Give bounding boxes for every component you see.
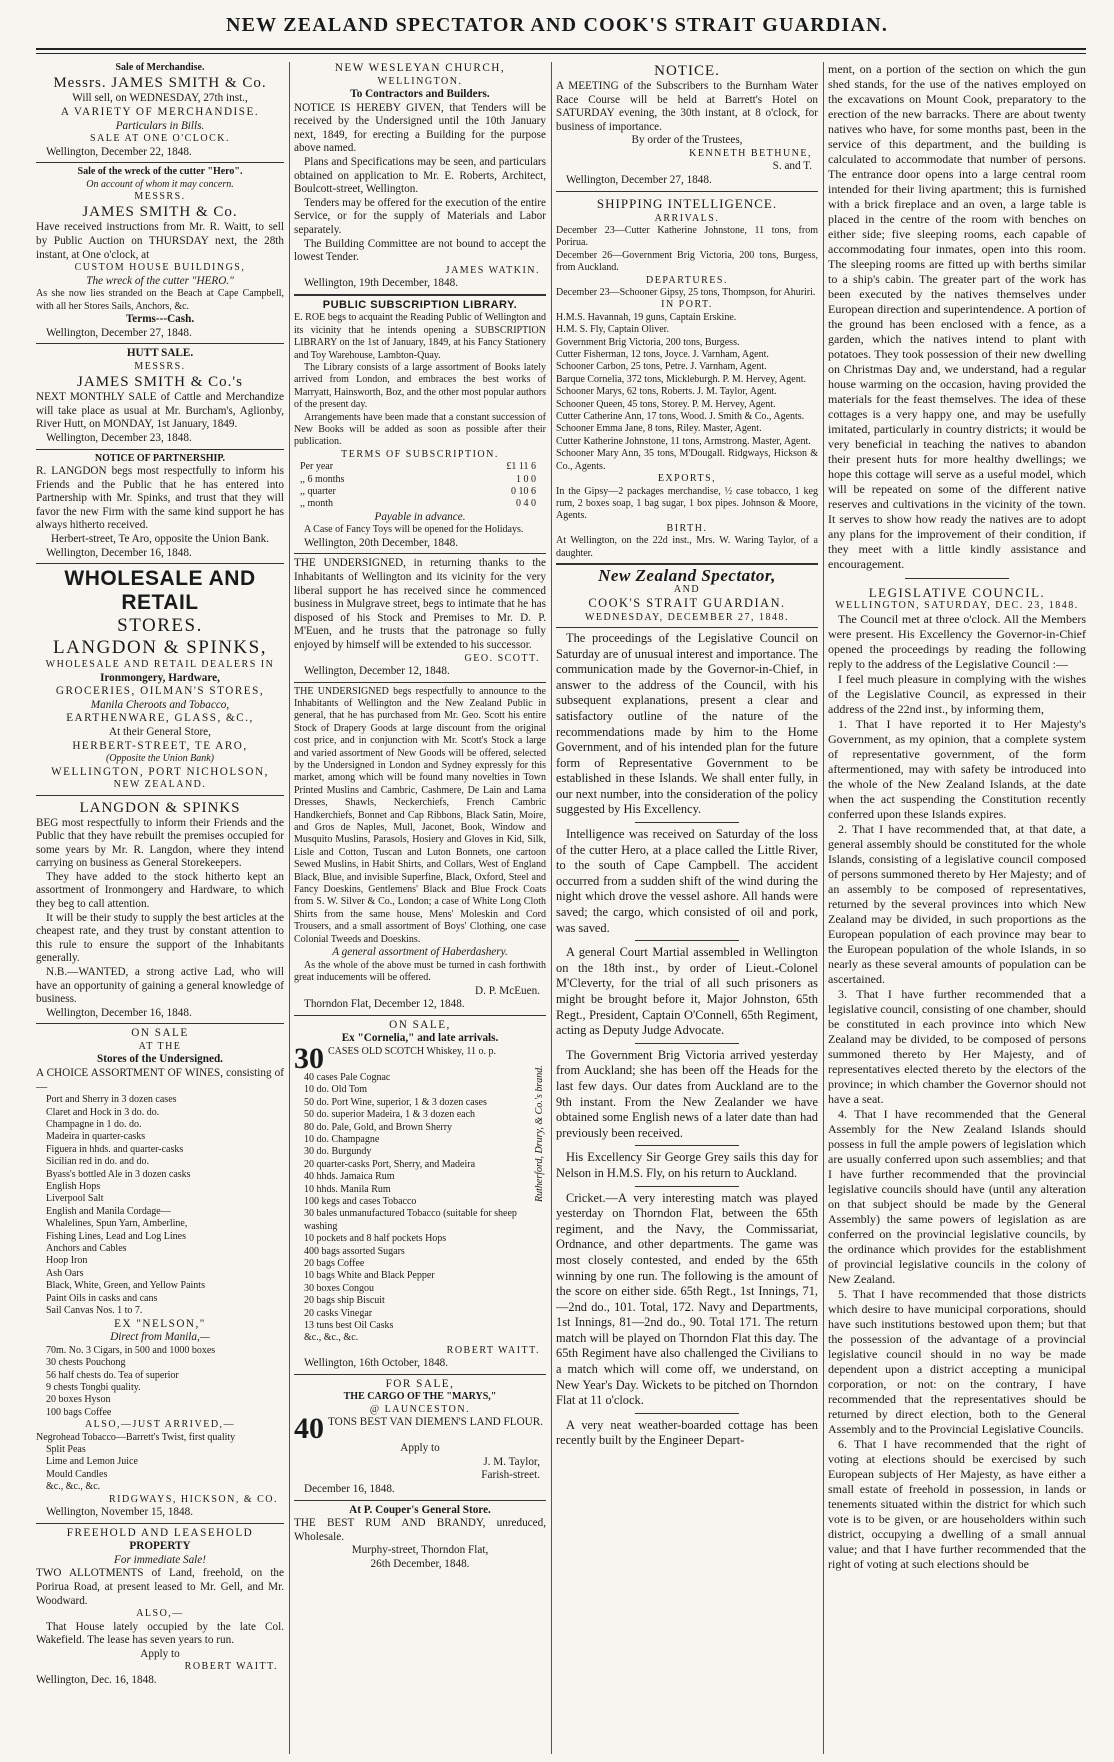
ad-body: It will be their study to supply the best articles at the cheapest rate, and they trust by constant attention to this rule to ensure the support of the Inhabitants generally.: [36, 911, 284, 965]
ad-line: Payable in advance.: [374, 510, 466, 523]
separator: [36, 1523, 284, 1524]
column-1: [36, 62, 284, 1754]
ad-on-sale-cornelia: [294, 1019, 546, 1371]
column-divider: [823, 62, 824, 1754]
council-paragraph: 3. That I have further recommended that a legislative council, consisting of one chamber, should be constituted in each province into which New Zealand may be divided, to be composed of persons summoned thereto by Her Majesty, and of representatives elected thereto by the electors of the province; in which chamber the Governor should not have a seat.: [828, 987, 1086, 1107]
ad-title: THE CARGO OF THE "MARYS,": [343, 1391, 497, 1403]
separator: [635, 1413, 740, 1414]
dateline: WELLINGTON, SATURDAY, DEC. 23, 1848.: [835, 600, 1079, 611]
subsection-title: EXPORTS,: [657, 473, 717, 485]
ad-line: Terms---Cash.: [125, 313, 195, 325]
list-item: 20 boxes Hyson: [46, 1394, 111, 1406]
column-4: [828, 62, 1086, 1754]
ad-date: Wellington, Dec. 16, 1848.: [36, 1673, 157, 1686]
separator: [36, 449, 284, 450]
ad-line: Murphy-street, Thorndon Flat,: [351, 1544, 489, 1557]
editorial-paragraph: The proceedings of the Legislative Council on Saturday are of unusual interest and importance. The communication made by the Governor-in-Chief, in answer to the address of the Council, with his subsequent explanations, present a clear and satisfactory outline of the nature of the recommendations made by him to the Home Government, and of his intended plan for the future form of Representative Government to be established in these Islands. We shall enter fully, in our next number, into the consideration of the policy suggested by His Excellency.: [556, 630, 818, 817]
separator: [36, 162, 284, 163]
ad-body: BEG most respectfully to inform their Friends and the Public that they have rebuilt the premises occupied for some years by Mr. R. Langdon, where they intend carrying on business as General Storekeepers.: [36, 816, 284, 870]
separator: [556, 627, 818, 628]
newspaper-subtitle: COOK'S STRAIT GUARDIAN.: [588, 595, 786, 610]
masthead-rule-thin: [36, 53, 1086, 54]
list-item: 100 kegs and cases Tobacco: [304, 1195, 417, 1207]
ad-on-sale-stores: [36, 1027, 284, 1519]
ad-line: Negrohead Tobacco—Barrett's Twist, first quality: [36, 1431, 236, 1443]
ad-title: ON SALE,: [389, 1018, 451, 1031]
ad-date: Wellington, December 27, 1848.: [566, 173, 712, 186]
ad-date: Wellington, 16th October, 1848.: [304, 1357, 449, 1370]
ad-signature: J. M. Taylor,: [483, 1455, 540, 1468]
list-item: 9 chests Tongbi quality.: [46, 1381, 141, 1393]
ad-body: TWO ALLOTMENTS of Land, freehold, on the Porirua Road, at present leased to Mr. Gell, and Mr. Woodward.: [36, 1567, 284, 1607]
shipping-entry: Cutter Catherine Ann, 17 tons, Wood. J. Smith & Co., Agents.: [556, 411, 805, 423]
terms-period: Per year: [300, 461, 334, 473]
ad-line: Manila Cheroots and Tobacco,: [90, 698, 230, 711]
list-item: Fishing Lines, Lead and Log Lines: [46, 1230, 186, 1242]
ad-line: Herbert-street, Te Aro, opposite the Union Bank.: [50, 532, 270, 545]
ad-scott-thanks: [294, 557, 546, 678]
separator: [635, 940, 740, 941]
ad-body: A CHOICE ASSORTMENT OF WINES, consisting of—: [36, 1067, 284, 1093]
ad-signature: KENNETH BETHUNE,: [689, 147, 812, 159]
separator: [905, 578, 1008, 579]
council-paragraph: 6. That I have recommended that the right of voting at elections should be exercised by such European subjects of Her Majesty, as have either a small estate of freehold in possession, in lands or tenements situated within the district for which such vote is to be given, or are householders within such district, occupying a dwelling of a small annual value; and that I have further recommended that the right of voting at such elections should be: [828, 1437, 1086, 1572]
ad-line: CASES OLD SCOTCH Whiskey, 11 o. p.: [328, 1045, 496, 1057]
list-item: Anchors and Cables: [46, 1243, 127, 1255]
ad-wesleyan-church: [294, 62, 546, 291]
list-item: &c., &c., &c.: [304, 1332, 359, 1344]
ad-body: Arrangements have been made that a constant succession of New Books will be added as soon as possible after their publication.: [294, 411, 546, 448]
editorial-paragraph: His Excellency Sir George Grey sails this day for Nelson in H.M.S. Fly, on his return to Auckland.: [556, 1150, 818, 1180]
ad-body: As the whole of the above must be turned in cash forthwith great inducements will be offered.: [294, 959, 546, 984]
shipping-entry: December 23—Schooner Gipsy, 25 tons, Thompson, for Ahuriri.: [556, 287, 816, 298]
list-item: 50 do. Port Wine, superior, 1 & 3 dozen cases: [304, 1096, 487, 1108]
ad-date: Wellington, December 27, 1848.: [46, 326, 192, 339]
ad-title: FOR SALE,: [385, 1377, 455, 1390]
separator: [294, 1015, 546, 1016]
ad-body: Have received instructions from Mr. R. Waitt, to sell by Public Auction on THURSDAY next, the 28th instant, at One o'clock, at: [36, 221, 284, 261]
list-item: English Hops: [46, 1181, 101, 1193]
ad-line: Apply to: [140, 1647, 180, 1660]
separator: [294, 1374, 546, 1375]
in-port-list: [556, 312, 818, 473]
also-list: [36, 1444, 284, 1494]
editorial-paragraph: A general Court Martial assembled in Wellington on the 18th inst., by order of Lieut.-Colonel M'Cleverty, for the trial of all such prisoners as might be brought before it, Major Johnston, 65th Regt., President, Captain O'Connell, 65th Regiment, acting as Deputy Judge Advocate.: [556, 945, 818, 1038]
ad-freehold: [36, 1527, 284, 1688]
ad-line: EX "NELSON,": [114, 1317, 206, 1330]
departures-list: [556, 287, 818, 299]
shipping-entry: Barque Cornelia, 372 tons, Mickleburgh. P. M. Hervey, Agent.: [556, 373, 806, 385]
ad-signature: D. P. McEuen.: [475, 984, 540, 997]
shipping-entry: Cutter Katherine Johnstone, 11 tons, Armstrong. Master, Agent.: [556, 435, 811, 447]
shipping-entry: H.M.S. Havannah, 19 guns, Captain Erskine.: [556, 311, 737, 323]
separator: [36, 795, 284, 796]
ad-body: E. ROE begs to acquaint the Reading Public of Wellington and its vicinity that he intends opening a SUBSCRIPTION LIBRARY on the 1st of January, 1849, at his Fancy Stationery and Toy Warehouse, Lambton-Quay.: [294, 312, 546, 361]
separator: [294, 553, 546, 554]
ad-line: WHOLESALE AND RETAIL DEALERS IN: [45, 659, 275, 671]
ad-body: They have added to the stock hitherto kept an assortment of Ironmongery and Hardware, to which they beg to call attention.: [36, 870, 284, 911]
masthead: NEW ZEALAND SPECTATOR AND COOK'S STRAIT GUARDIAN.: [225, 14, 889, 36]
list-item: 10 do. Champagne: [304, 1133, 380, 1145]
editorial-paragraph: ment, on a portion of the section on which the gun shed stands, for the use of the natives employed on the excavations on Mount Cook, preparatory to the erection of the new barracks. There are about twenty natives who have, for some months past, been in the service of this department, and the building is calculated to accommodate that number of persons. The entrance door opens into a large central room intended for their living apartment; this is furnished with a brick fireplace and an oven, a large table is placed in the centre of the room with benches on either side; five sleeping rooms, each capable of accommodating four inmates, open into this room. The sleeping rooms are fitted up with berths similar to a ship's cabin. The greater part of the work has been executed by the natives themselves under European direction and superintendence. A portion of the ground has been enclosed with a fence, as a garden, which the natives intend to plant with potatoes. They took possession of their new dwelling on Christmas Day and, we understand, had a regular house warming on the occasion, having provided the materials for the feast themselves. The idea of these cottages is a very happy one, and may be usefully imitated, particularly in country districts; it would be very beneficial in teaching the natives to abandon their present huts for more healthy dwellings; we hope this cottage will serve as a useful model, which will be repeated on some of the different native reserves and cultivations in the vicinity of the town. It serves to show how ready the natives are to adopt any plans for the improvement of their condition, if they meet with a little kindly assistance and encouragement.: [828, 62, 1086, 571]
list-item: 40 hhds. Jamaica Rum: [304, 1171, 395, 1183]
list-item: Madeira in quarter-casks: [46, 1131, 146, 1143]
ad-date: Wellington, December 16, 1848.: [46, 546, 192, 559]
ad-line: By order of the Trustees,: [631, 134, 743, 147]
spirits-list: [294, 1072, 526, 1345]
ad-date: Wellington, December 16, 1848.: [46, 1006, 192, 1019]
ad-title: STORES.: [117, 615, 203, 637]
list-item: 10 do. Old Tom: [304, 1084, 368, 1096]
terms-period: ,, quarter: [300, 486, 336, 497]
list-item: 20 quarter-casks Port, Sherry, and Madeira: [304, 1158, 476, 1170]
list-item: 20 bags ship Biscuit: [304, 1295, 385, 1307]
ad-partnership: [36, 453, 284, 561]
list-item: 30 chests Pouchong: [46, 1357, 126, 1369]
separator: [294, 682, 546, 683]
column-2: [294, 62, 546, 1754]
subsection-title: BIRTH.: [666, 522, 708, 534]
lead-number: 30: [294, 1041, 324, 1075]
ad-body: NEXT MONTHLY SALE of Cattle and Merchandize will take place as usual at Mr. Burcham's, Aglionby, River Hutt, on MONDAY, 1st January, 1849.: [36, 391, 284, 431]
terms-amount: £1 11 6: [506, 461, 536, 473]
ad-date: Wellington, November 15, 1848.: [46, 1505, 193, 1518]
editorial-paragraph: Cricket.—A very interesting match was played yesterday on Thorndon Flat, between the 65th regiment, and the Navy, the Commissariat, Ordnance, and other departments. The game was most closely contested, and ended by the 65th winning by one run. The following is the amount of the score on either side. 65th Regt., 1st Innings, 71,—2nd do., 101. Total, 172. Navy and Departments, 1st Innings, 81—2nd do., 90. Total 171. The return match will be played on Thorndon Flat this day. The 65th Regiment have also challenged the Civilians to a match which will come off, we understand, on New Year's Day. Wickets to be pitched on Thorndon Flat at 11 o'clock.: [556, 1190, 818, 1408]
list-item: 20 bags Coffee: [304, 1257, 365, 1269]
list-item: Port and Sherry in 3 dozen cases: [46, 1094, 177, 1106]
list-item: 40 cases Pale Cognac: [304, 1071, 391, 1083]
ad-line: HERBERT-STREET, TE ARO,: [72, 739, 248, 752]
separator: [635, 1043, 740, 1044]
ad-body: N.B.—WANTED, a strong active Lad, who will have an opportunity of gaining a general knowledge of business.: [36, 966, 284, 1006]
list-item: Split Peas: [46, 1443, 86, 1455]
ad-line: Apply to: [400, 1442, 440, 1455]
ad-kicker: HUTT SALE.: [126, 347, 194, 360]
ad-body: R. LANGDON begs most respectfully to inform his Friends and the Public that he has entered into Partnership with Mr. Spinks, and trust that they will favor the new Firm with the same kind support he has always hitherto received.: [36, 464, 284, 532]
ad-merchandise: [36, 62, 284, 159]
list-item: 20 casks Vinegar: [304, 1307, 373, 1319]
ad-title: ON SALE: [131, 1027, 189, 1040]
ad-line: GROCERIES, OILMAN'S STORES,: [55, 685, 265, 698]
ad-line: CUSTOM HOUSE BUILDINGS,: [74, 262, 246, 274]
separator: [36, 343, 284, 344]
shipping-entry: Schooner Emma Jane, 8 tons, Riley. Master, Agent.: [556, 423, 762, 435]
list-item: 10 hhds. Manila Rum: [304, 1183, 391, 1195]
terms-period: ,, 6 months: [300, 473, 345, 485]
council-paragraph: 1. That I have reported it to Her Majesty's Government, as my opinion, that a complete system of representative government, of the form aftermentioned, may with safety be introduced into the whole of the New Zealand Islands, at the date when the act suspending the Constitution recently conferred upon these Islands expires.: [828, 717, 1086, 822]
ad-line: A general assortment of Haberdashery.: [332, 946, 508, 959]
separator: [36, 1023, 284, 1024]
ad-signature: GEO. SCOTT.: [464, 652, 540, 664]
ad-title: JAMES SMITH & Co.'s: [77, 374, 243, 391]
ad-line: EARTHENWARE, GLASS, &C.,: [66, 712, 254, 725]
ad-title: WELLINGTON.: [377, 75, 463, 87]
shipping-entry: December 26—Government Brig Victoria, 200 tons, Burgess, from Auckland.: [556, 249, 818, 274]
list-item: 100 bags Coffee: [46, 1406, 112, 1418]
council-paragraph: 5. That I have recommended that those districts which desire to have municipal corporations, should have such institutions bestowed upon them; but that the possession of the advantage of a provincial legislative council should in no way be made dependent upon a district accepting a municipal corporation, or not: on the contrary, I have recommended that the representatives should be returned by direct election, both to the General Assembly and to the Provincial Legislative Councils.: [828, 1287, 1086, 1437]
subsection-title: IN PORT.: [661, 299, 713, 311]
ad-line: Direct from Manila,—: [110, 1331, 210, 1344]
ad-title: NEW WESLEYAN CHURCH,: [334, 62, 506, 74]
ad-signature: JAMES WATKIN.: [445, 264, 540, 276]
list-item: Sicilian red in do. and do.: [46, 1156, 150, 1168]
list-item: 80 do. Pale, Gold, and Brown Sherry: [304, 1121, 453, 1133]
ad-date: Wellington, December 22, 1848.: [46, 145, 192, 158]
exports-text: In the Gipsy—2 packages merchandise, ½ case tobacco, 1 keg rum, 2 boxes soap, 1 bag sugar, 1 box pipes. Johnson & Moore, Agents.: [556, 485, 818, 522]
ad-line: AND: [673, 583, 701, 595]
ad-title: Stores of the Undersigned.: [97, 1053, 223, 1066]
shipping-entry: H.M. S. Fly, Captain Oliver.: [556, 324, 669, 336]
list-item: 13 tuns best Oil Casks: [304, 1320, 394, 1331]
ad-line: @ LAUNCESTON.: [369, 1403, 471, 1415]
ad-firm: LANGDON & SPINKS,: [53, 637, 267, 659]
terms-table: [294, 461, 546, 511]
ad-line: WELLINGTON, PORT NICHOLSON,: [51, 765, 269, 778]
shipping-entry: Schooner Carbon, 25 tons, Petre. J. Varnham, Agent.: [556, 361, 767, 373]
shipping-entry: Government Brig Victoria, 200 tons, Burgess.: [556, 336, 740, 348]
terms-row: [294, 474, 546, 486]
list-item: 30 boxes Congou: [304, 1282, 374, 1294]
ad-title: PROPERTY: [129, 1540, 191, 1553]
separator: [294, 294, 546, 296]
ad-date: Thorndon Flat, December 12, 1848.: [304, 998, 465, 1011]
ad-body: Tenders may be offered for the execution of the entire Service, or for the supply of Materials and Labor separately.: [294, 196, 546, 236]
separator: [556, 563, 818, 565]
ad-line: AT THE: [138, 1041, 182, 1052]
ad-hutt-sale: [36, 347, 284, 445]
column-divider: [551, 62, 552, 1754]
ad-title: At P. Couper's General Store.: [349, 1503, 491, 1516]
list-item: Paint Oils in casks and cans: [46, 1292, 158, 1304]
shipping-entry: Cutter Fisherman, 12 tons, Joyce. J. Varnham, Agent.: [556, 349, 769, 361]
list-item: Sail Canvas Nos. 1 to 7.: [46, 1305, 143, 1317]
shipping-entry: Schooner Queen, 45 tons, Storey. P. M. Hervey, Agent.: [556, 398, 776, 410]
ad-signature: S. and T.: [772, 160, 812, 173]
ad-body: THE BEST RUM AND BRANDY, unreduced, Wholesale.: [294, 1517, 546, 1543]
notice-burnham: [556, 62, 818, 188]
ad-couper-store: [294, 1504, 546, 1572]
section-title: SHIPPING INTELLIGENCE.: [596, 195, 778, 211]
ad-langdon-spinks: [36, 799, 284, 1021]
ad-library: [294, 299, 546, 551]
terms-amount: 1 0 0: [516, 473, 536, 485]
ad-title: To Contractors and Builders.: [350, 88, 490, 100]
list-item: Liverpool Salt: [46, 1193, 104, 1205]
ad-body: A Case of Fancy Toys will be opened for the Holidays.: [304, 524, 524, 536]
ad-title: WHOLESALE AND RETAIL: [64, 567, 256, 615]
ad-title: JAMES SMITH & Co.: [82, 204, 238, 221]
list-item: Whalelines, Spun Yarn, Amberline,: [46, 1218, 188, 1230]
ad-date: Wellington, December 23, 1848.: [46, 431, 192, 444]
ad-date: Wellington, December 12, 1848.: [304, 664, 450, 677]
ad-kicker: Sale of the wreck of the cutter "Hero".: [77, 166, 243, 178]
terms-amount: 0 10 6: [511, 486, 536, 497]
ad-date: December 16, 1848.: [304, 1483, 395, 1495]
ad-line: (Opposite the Union Bank): [105, 753, 215, 765]
list-item: Champagne in 1 do. do.: [46, 1119, 142, 1130]
separator: [635, 1186, 740, 1187]
arrivals-list: [556, 225, 818, 275]
ad-line: On account of whom it may concern.: [86, 178, 234, 190]
ad-line: NEW ZEALAND.: [113, 779, 207, 791]
ad-line: SALE AT ONE O'CLOCK.: [90, 133, 230, 145]
ad-body: Plans and Specifications may be seen, and particulars obtained on application to Mr. E. Roberts, Architect, Boulcott-street, Wellington.: [294, 155, 546, 196]
dateline: WEDNESDAY, DECEMBER 27, 1848.: [584, 611, 790, 623]
editorial-paragraph: A very neat weather-boarded cottage has been recently built by the Engineer Depart-: [556, 1417, 818, 1448]
shipping-entry: Schooner Marys, 62 tons, Roberts. J. M. Taylor, Agent.: [556, 386, 777, 398]
ad-line: A VARIETY OF MERCHANDISE.: [60, 106, 260, 118]
ad-mceuen-drapery: [294, 686, 546, 1012]
council-paragraph: 2. That I have recommended that, at that date, a general assembly should be constituted for the whole Islands, consisting of a legislative council composed of persons summoned thereto by Her Majesty; and of an assembly to be composed of representatives, returned by the several provinces into which New Zealand may be divided, in such proportions as the European population of each province may bear to the European population of the whole Islands, in so nearly as these several amounts of population can be ascertained.: [828, 822, 1086, 987]
list-item: Mould Candles: [46, 1468, 108, 1480]
ad-body: The Library consists of a large assortment of Books lately arrived from London, and embraces the best works of Marryatt, Hainsworth, Boz, and the other most popular authors of the present day.: [294, 361, 546, 411]
list-item: Ash Oars: [46, 1267, 84, 1279]
ad-wholesale-stores: [36, 567, 284, 791]
separator: [36, 563, 284, 564]
editorial-paragraph: The Government Brig Victoria arrived yesterday from Auckland; she has been off the Heads for the last few days. Our dates from Auckland are to the 9th instant. From the New Zealander we have obtained some English news of a later date than had previously been received.: [556, 1047, 818, 1140]
list-item: Hoop Iron: [46, 1255, 88, 1267]
list-item: 30 do. Burgundy: [304, 1146, 372, 1158]
ad-signature: Farish-street.: [481, 1469, 540, 1482]
section-title: LEGISLATIVE COUNCIL.: [868, 585, 1046, 600]
ad-line: At their General Store,: [109, 725, 211, 738]
ad-line: TONS BEST VAN DIEMEN'S LAND FLOUR.: [328, 1416, 544, 1429]
list-item: Figuera in hhds. and quarter-casks: [46, 1143, 184, 1155]
ad-title: PUBLIC SUBSCRIPTION LIBRARY.: [322, 298, 518, 311]
brand-side-note: Rutherford, Drury, & Co.'s brand.: [533, 1065, 545, 1203]
ad-title: Ex "Cornelia," and late arrivals.: [341, 1032, 499, 1045]
ad-marys-cargo: [294, 1378, 546, 1497]
ad-line: Particulars in Bills.: [115, 119, 205, 132]
ad-line: ALSO,—: [136, 1608, 184, 1620]
wine-list: [36, 1094, 284, 1317]
ad-body: NOTICE IS HEREBY GIVEN, that Tenders will be received by the Undersigned until the 10th January next, 1849, for erecting a Building for the purpose above named.: [294, 101, 546, 155]
ad-signature: RIDGWAYS, HICKSON, & CO.: [109, 1493, 278, 1505]
editorial-paragraph: Intelligence was received on Saturday of the loss of the cutter Hero, at a place called the Little River, to the south of Cape Campbell. The accident occurred from a sudden shift of the wind during the night which drove the vessel ashore. All hands were saved; the cargo, which consisted of oil and pork, was saved.: [556, 827, 818, 935]
list-item: Claret and Hock in 3 do. do.: [46, 1106, 160, 1118]
ad-line: MESSRS.: [134, 360, 186, 372]
list-item: 50 do. superior Madeira, 1 & 3 dozen each: [304, 1109, 476, 1121]
masthead-rule: [36, 48, 1086, 50]
list-item: 70m. No. 3 Cigars, in 500 and 1000 boxes: [46, 1344, 216, 1356]
column-3: [556, 62, 818, 1754]
editorial: [556, 565, 818, 1449]
ad-line: TERMS OF SUBSCRIPTION.: [341, 448, 499, 460]
council-paragraph: I feel much pleasure in complying with the wishes of the Legislative Council, as expressed in their address of the 22nd inst., by informing them,: [828, 672, 1086, 717]
separator: [635, 1145, 740, 1146]
shipping-intelligence: [556, 195, 818, 560]
ad-line: Ironmongery, Hardware,: [100, 671, 220, 684]
ad-wreck-hero: [36, 166, 284, 340]
terms-amount: 0 4 0: [516, 498, 536, 510]
shipping-entry: December 23—Cutter Katherine Johnstone, 11 tons, from Porirua.: [556, 224, 818, 249]
council-paragraph: 4. That I have recommended that the General Assembly for the New Zealand Islands should possess in full the ample powers of legislation which are usually conferred upon such assemblies; and that I have further recommended that the provincial legislative councils should have (until any alteration on that subject should be made by the General Assembly) the same powers of legislation as are conferred on the provincial legislative councils, by the ordinance which provides for the establishment of provincial legislative councils in the colony of New Zealand.: [828, 1107, 1086, 1287]
ad-body: THE UNDERSIGNED begs respectfully to announce to the Inhabitants of Wellington and the New Zealand Public in general, that he has purchased from Mr. Geo. Scott his entire Stock of Drapery Goods at large discount from the original cost price, and in conjunction with Mr. Scott's Stock a large and varied assortment of New Goods will be offered, selected by the Undersigned in London and Sydney expressly for this market, among which will be found many novelties in Town Printed Muslins and Cambric, Cashmere, De Lain and Lama Dresses, Shawls, Neckerchiefs, French Cambric Handkerchiefs, Bonnet and Cap Ribbons, Black Satin, Moire, and Gros de Naples, Mull, Jaconet, Book, Window and Musquito Muslins, Parasols, Hosiery and Gloves in Kid, Silk, Lisle and Cotton, Tuscan and Luton Bonnets, one cartoon Sewed Muslins, in Habit Shirts, and Collars, West of England Black, Blue, and invisible Superfine, Black, Oxford, Steel and Fancy Doeskins, Gentlemens' Black and Blue Frock Coats from S. W. Silver & Co., London; a case of White Long Cloth Shirts from the same house, Mens' Moleskin and Cord Trousers, and a small assortment of Boys' Clothing, one case Colonial Tweeds and Doeskins.: [294, 685, 546, 945]
shipping-entry: Schooner Mary Ann, 35 tons, M'Dougall. Ridgways, Hickson & Co., Agents.: [556, 448, 818, 472]
terms-row: [294, 461, 546, 473]
ad-signature: ROBERT WAITT.: [184, 1661, 278, 1673]
list-item: 10 bags White and Black Pepper: [304, 1270, 435, 1282]
list-item: 10 pockets and 8 half pockets Hops: [304, 1233, 447, 1245]
ad-firm: LANGDON & SPINKS: [79, 799, 241, 816]
list-item: 30 bales unmanufactured Tobacco (suitable for sheep washing: [304, 1208, 517, 1232]
subsection-title: DEPARTURES.: [646, 274, 728, 286]
separator: [635, 822, 740, 823]
ad-date: Wellington, 20th December, 1848.: [304, 536, 458, 549]
ad-line: Will sell, on WEDNESDAY, 27th inst.,: [72, 92, 248, 105]
birth-notice: At Wellington, on the 22d inst., Mrs. W. Waring Taylor, of a daughter.: [556, 535, 818, 559]
newspaper-title: New Zealand Spectator,: [598, 565, 776, 585]
ad-body: As she now lies stranded on the Beach at Cape Campbell, with all her Stores Sails, Anchors, &c.: [36, 288, 284, 312]
ad-kicker: NOTICE OF PARTNERSHIP.: [94, 452, 226, 464]
subsection-title: ARRIVALS.: [654, 212, 720, 224]
list-item: Lime and Lemon Juice: [46, 1456, 138, 1468]
ad-body: The Building Committee are not bound to accept the lowest Tender.: [294, 237, 546, 264]
ad-date: 26th December, 1848.: [370, 1557, 470, 1570]
ad-line: ALSO,—JUST ARRIVED,—: [84, 1419, 236, 1431]
ad-body: That House lately occupied by the late Col. Wakefield. The lease has seven years to run.: [36, 1620, 284, 1647]
lead-number: 40: [294, 1412, 324, 1446]
ad-date: Wellington, 19th December, 1848.: [304, 277, 458, 290]
ad-line: The wreck of the cutter "HERO.": [86, 274, 234, 287]
council-paragraph: The Council met at three o'clock. All the Members were present. His Excellency the Governor-in-Chief opened the proceedings by reading the following reply to the address of the Legislative Council :—: [828, 612, 1086, 672]
terms-row: [294, 486, 546, 498]
list-item: &c., &c., &c.: [46, 1481, 101, 1493]
terms-row: [294, 498, 546, 510]
ad-signature: ROBERT WAITT.: [446, 1344, 540, 1356]
list-item: Black, White, Green, and Yellow Paints: [46, 1280, 205, 1292]
list-item: 400 bags assorted Sugars: [304, 1245, 405, 1257]
ad-title: FREEHOLD AND LEASEHOLD: [66, 1526, 254, 1539]
manila-list: [36, 1345, 284, 1419]
ad-title: NOTICE.: [654, 63, 720, 79]
list-item: 56 half chests do. Tea of superior: [46, 1369, 179, 1381]
column-divider: [289, 62, 290, 1754]
list-item: Byass's bottled Ale in 3 dozen casks: [46, 1168, 191, 1180]
separator: [294, 1500, 546, 1501]
separator: [556, 191, 818, 192]
ad-line: MESSRS.: [134, 191, 186, 202]
list-item: English and Manila Cordage—: [46, 1205, 171, 1217]
ad-body: A MEETING of the Subscribers to the Burnham Water Race Course will be held at Barrett's Hotel on SATURDAY evening, the 30th instant, at 8 o'clock, for business of importance.: [556, 80, 818, 133]
ad-line: For immediate Sale!: [114, 1553, 206, 1566]
terms-period: ,, month: [300, 498, 334, 510]
ad-body: THE UNDERSIGNED, in returning thanks to the Inhabitants of Wellington and its vicinity for the very liberal support he has received since he commenced business in Mulgrave street, begs to intimate that he has disposed of his Stock and Premises to Mr. D. P. M'Euen, and he trusts that the patronage so fully enjoyed by himself will be extended to his successor.: [294, 557, 546, 651]
ad-title: Messrs. JAMES SMITH & Co.: [53, 75, 267, 92]
ad-kicker: Sale of Merchandise.: [115, 62, 205, 73]
